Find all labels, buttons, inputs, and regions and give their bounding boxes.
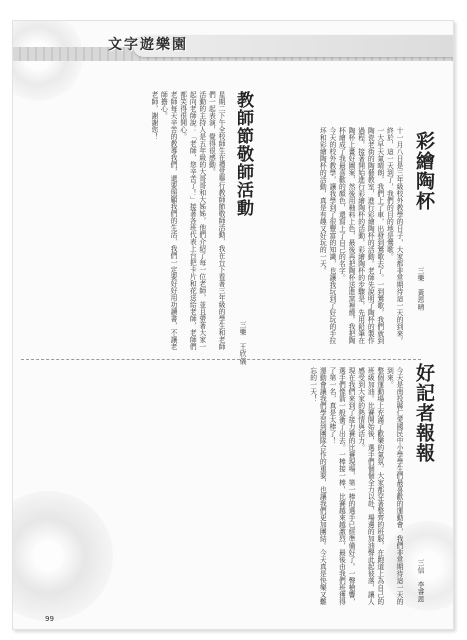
decorative-flower (12, 491, 113, 621)
paragraph: 一大早天氣晴朗，我們上了車，出發到鶯歌去了。一到鶯歌，我們就到陶瓷老街的陶藝教室，進行彩繪陶杯的活動。老師先說明了陶杯的製作過程，接著開始進行彩繪陶杯的活動，彩繪陶杯的步驟是，先用鉛筆在陶杯上畫好圖案，然後用釉料上色，最後再把陶杯送進窯裡燒。我把陶杯繪成了我最喜歡的顏色，還寫上了自己的名字。 (337, 127, 384, 344)
article-author: 三信 李睿恩 (416, 559, 424, 603)
page-number: 99 (45, 615, 54, 623)
article-author: 三樂 王欣儀 (238, 321, 246, 365)
section-divider (21, 359, 421, 360)
paragraph: 老師每天辛苦的教導我們，還要照顧我們的生活，我們一定要好好用功讀書，不讓老師擔心。 (159, 91, 178, 350)
paragraph: 十一月八日是三年級校外教學的日子，大家都非常期待這一天的到來。終於，這一天到了，我們的目的地是鶯歌。 (385, 127, 403, 344)
article-body (163, 367, 403, 607)
article-body (265, 127, 403, 347)
paragraph: 活動的主持人是五年級的大哥哥和大姊姊，他們介紹了每一位老師，並且帶著大家一起向老師說：「老師，您辛苦了！」接著各班代表上台把卡片和花送給老師，老師們都笑得很開心。 (178, 91, 206, 350)
paragraph: 今天的校外教學，讓我學到了很豐富的知識，也讓我玩到了好玩的手拉坏和彩繪陶杯的活動，真是有趣又好玩的一天。 (318, 127, 336, 344)
article-author: 三樂 黃恩晴 (416, 267, 424, 311)
paragraph: 運動會讓我們學習到團隊合作的重要，也讓我們更加團結。今天真是快樂又難忘的一天！ (308, 367, 327, 605)
magazine-page (12, 20, 454, 630)
article-title: 好記者報報 (413, 363, 435, 463)
article-title: 教師節敬師活動 (233, 91, 253, 217)
article-title: 彩繪陶杯 (413, 131, 435, 211)
paragraph: 現在我們來到了接力賽的比賽現場，第一棒的選手已經準備好了。一聲槍響，選手們像箭一般衝了出去。一棒接一棒，比賽越來越激烈，最後由我們班獲得了第一名，真是太棒了！ (327, 367, 356, 605)
paragraph: 整個運動場上充滿了歡樂的氣氛，大家都穿著整齊的班服，在跑道上為自己的班級加油。比賽開始後，選手們個個全力以赴，場邊的加油聲此起彼落，讓人感受到大家的熱情與活力。 (356, 367, 384, 605)
article-body (73, 91, 225, 351)
paragraph: 今天是南投縣仁愛國民中小學學生們最喜歡的運動會，我們非常期待這一天的到來。 (385, 367, 403, 605)
paragraph: 老師，謝謝您！ (149, 91, 158, 140)
paragraph: 星期二下午全校師生在禮堂舉行教師節敬師活動，我在台下看著三年級的學生和老師們一起表演，覺得很感動。 (207, 91, 225, 350)
section-title: 文字遊樂園 (108, 37, 188, 53)
